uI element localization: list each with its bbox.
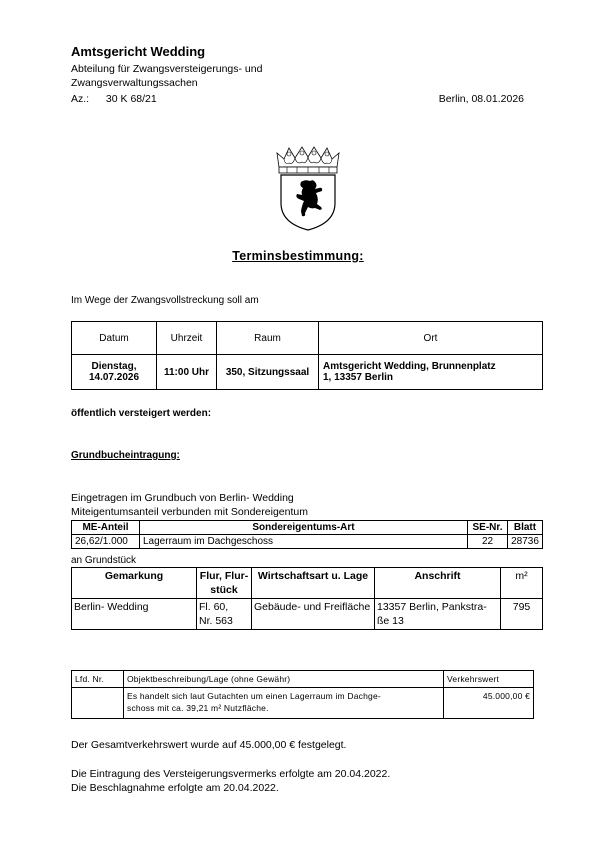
parcel-table xyxy=(71,567,543,630)
header-me-anteil: ME-Anteil xyxy=(72,521,140,535)
seizure-text: Die Beschlagnahme erfolgte am 20.04.2022. xyxy=(71,782,279,794)
appointment-place-line-1: Amtsgericht Wedding, Brunnenplatz xyxy=(323,361,496,372)
anschrift-line-1: 13357 Berlin, Pankstra- xyxy=(377,601,487,613)
header-datum: Datum xyxy=(72,322,157,355)
appointment-row xyxy=(72,355,543,390)
registration-paragraph xyxy=(71,767,390,795)
appointment-weekday: Dienstag, xyxy=(91,361,137,372)
header-uhrzeit: Uhrzeit xyxy=(157,322,217,355)
ownership-header-row xyxy=(72,521,543,535)
header-sondereigentum: Sondereigentums-Art xyxy=(140,521,468,535)
area-value: 795 xyxy=(501,599,543,630)
table-row xyxy=(72,535,543,549)
intro-text: Im Wege der Zwangsvollstreckung soll am xyxy=(71,295,259,306)
auction-text: öffentlich versteigert werden: xyxy=(71,408,212,419)
header-lfd-nr: Lfd. Nr. xyxy=(72,671,124,688)
header-gemarkung: Gemarkung xyxy=(72,568,197,599)
header-area: m² xyxy=(501,568,543,599)
header-blatt: Blatt xyxy=(508,521,543,535)
header-verkehrswert: Verkehrswert xyxy=(444,671,534,688)
berlin-coat-of-arms-icon xyxy=(275,145,341,231)
blatt-value: 28736 xyxy=(508,535,543,549)
header-flur-line-1: Flur, Flur- xyxy=(199,570,249,582)
appointment-header-row xyxy=(72,322,543,355)
flur-line-2: Nr. 563 xyxy=(199,615,233,627)
sondereigentum-value: Lagerraum im Dachgeschoss xyxy=(140,535,468,549)
case-number-value: 30 K 68/21 xyxy=(105,93,157,105)
appointment-room: 350, Sitzungssaal xyxy=(217,355,319,390)
verkehrswert-value: 45.000,00 € xyxy=(444,688,534,719)
grundbuch-heading: Grundbucheintragung: xyxy=(71,450,180,461)
table-row xyxy=(72,688,534,719)
appointment-table xyxy=(71,321,543,390)
anschrift-line-2: ße 13 xyxy=(377,615,404,627)
table-row xyxy=(72,599,543,630)
description-value xyxy=(124,688,444,719)
appointment-date-value: 14.07.2026 xyxy=(88,372,140,383)
description-line-2: schoss mit ca. 39,21 m² Nutzfläche. xyxy=(127,703,269,713)
appointment-time: 11:00 Uhr xyxy=(157,355,217,390)
registered-line-1: Eingetragen im Grundbuch von Berlin- Wedding xyxy=(71,492,294,504)
department-line-1: Abteilung für Zwangsversteigerungs- und xyxy=(71,63,263,75)
registration-text: Die Eintragung des Versteigerungsvermerks erfolgte am 20.04.2022. xyxy=(71,768,391,780)
gemarkung-value: Berlin- Wedding xyxy=(72,599,197,630)
header-se-nr: SE-Nr. xyxy=(468,521,508,535)
department-line-2: Zwangsverwaltungssachen xyxy=(71,77,198,89)
flur-line-1: Fl. 60, xyxy=(199,601,229,613)
parcel-header-row xyxy=(72,568,543,599)
flur-value xyxy=(197,599,252,630)
appointment-place-line-2: 1, 13357 Berlin xyxy=(323,372,394,383)
case-number-label: Az.: xyxy=(71,93,90,105)
appointment-place xyxy=(319,355,543,390)
page-title: Terminsbestimmung: xyxy=(232,249,364,263)
description-line-1: Es handelt sich laut Gutachten um einen Lagerraum im Dachge- xyxy=(127,691,381,701)
ownership-table xyxy=(71,520,543,549)
me-anteil-value: 26,62/1.000 xyxy=(72,535,140,549)
an-grundstueck-label: an Grundstück xyxy=(71,555,137,566)
header-objektbeschreibung: Objektbeschreibung/Lage (ohne Gewähr) xyxy=(124,671,444,688)
header-flur xyxy=(197,568,252,599)
anschrift-value xyxy=(375,599,501,630)
header-wirtschaftsart: Wirtschaftsart u. Lage xyxy=(252,568,375,599)
header-raum: Raum xyxy=(217,322,319,355)
place-date: Berlin, 08.01.2026 xyxy=(438,93,524,105)
description-table xyxy=(71,670,534,719)
wirtschaftsart-value: Gebäude- und Freifläche xyxy=(252,599,375,630)
header-flur-line-2: stück xyxy=(210,584,238,596)
registration-info xyxy=(71,492,308,519)
court-name: Amtsgericht Wedding xyxy=(71,44,206,59)
total-value-text: Der Gesamtverkehrswert wurde auf 45.000,00 € festgelegt. xyxy=(71,739,347,751)
appointment-date xyxy=(72,355,157,390)
header-anschrift: Anschrift xyxy=(375,568,501,599)
description-header-row xyxy=(72,671,534,688)
case-number xyxy=(71,93,157,105)
se-nr-value: 22 xyxy=(468,535,508,549)
header-ort: Ort xyxy=(319,322,543,355)
lfd-nr-value xyxy=(72,688,124,719)
registered-line-2: Miteigentumsanteil verbunden mit Sondereigentum xyxy=(71,505,308,518)
court-department xyxy=(71,62,331,90)
